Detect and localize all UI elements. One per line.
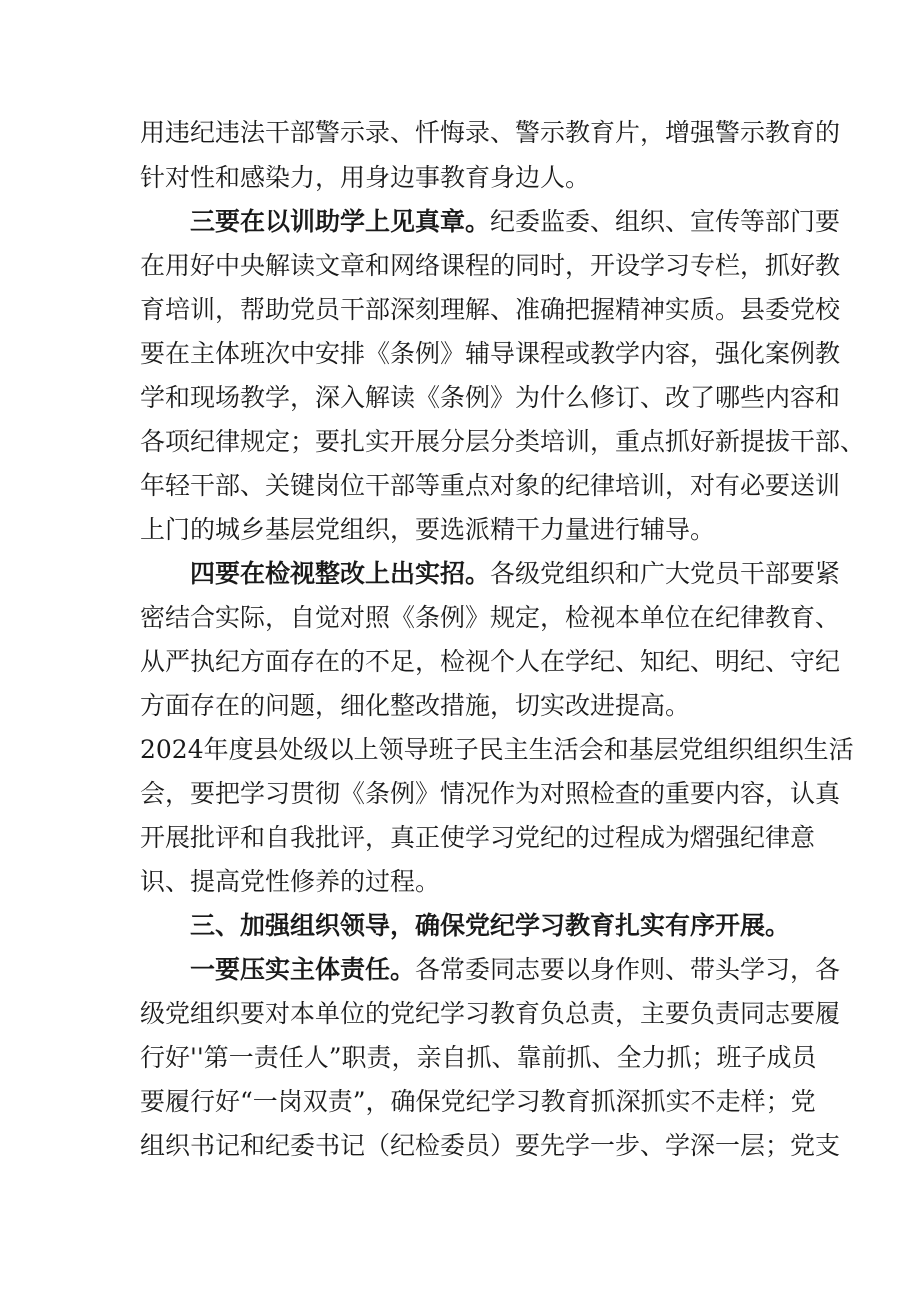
- text-line-17: [140, 823, 920, 853]
- section-heading: [190, 911, 920, 941]
- line-text: 从严执纪方面存在的不足，检视个人在学纪、知纪、明纪、守纪: [140, 647, 841, 676]
- line-text: 纪委监委、组织、宣传等部门要: [490, 207, 841, 236]
- line-text: 组织书记和纪委书记（纪检委员）要先学一步、学深一层；党支: [140, 1131, 841, 1160]
- line-text: 开展批评和自我批评，真正使学习党纪的过程成为熠强纪律意: [140, 823, 816, 852]
- text-line-21: [140, 999, 920, 1029]
- line-text: 2024年度县处级以上领导班子民主生活会和基层党组织组织生活: [140, 735, 854, 764]
- line-text: 年轻干部、关键岗位干部等重点对象的纪律培训，对有必要送训: [140, 471, 841, 500]
- text-line-9: [140, 471, 920, 501]
- line-text: 针对性和感染力，用身边事教育身边人。: [140, 163, 591, 192]
- text-line-4: [140, 251, 920, 281]
- text-line-6: [140, 339, 920, 369]
- text-line-5: [140, 295, 920, 325]
- text-line-7: [140, 383, 920, 413]
- line-text: 各项纪律规定；要扎实开展分层分类培训，重点抓好新提拔干部、: [140, 427, 866, 456]
- line-text: 育培训，帮助党员干部深刻理解、准确把握精神实质。县委党校: [140, 295, 841, 324]
- line-text: 方面存在的问题，细化整改措施，切实改进提高。: [140, 691, 691, 720]
- line-text: 会，要把学习贯彻《条例》情况作为对照检查的重要内容，认真: [140, 779, 841, 808]
- bold-lead: 三要在以训助学上见真章。: [190, 207, 491, 236]
- line-text: 行好''第一责任人”职责，亲自抓、靠前抓、全力抓；班子成员: [140, 1043, 817, 1072]
- text-line-10: [140, 515, 920, 545]
- line-text: 要在主体班次中安排《条例》辅导课程或教学内容，强化案例教: [140, 339, 841, 368]
- text-line-13: [140, 647, 920, 677]
- text-line-14: [140, 691, 920, 721]
- text-line-24: [140, 1131, 920, 1161]
- text-line-23: [140, 1087, 920, 1117]
- line-text: 上门的城乡基层党组织，要选派精干力量进行辅导。: [140, 515, 716, 544]
- text-line-16: [140, 779, 920, 809]
- text-line-8: [140, 427, 920, 457]
- text-line-22: [140, 1043, 920, 1073]
- line-text: 级党组织要对本单位的党纪学习教育负总责，主要负责同志要履: [140, 999, 841, 1028]
- line-text: 各常委同志要以身作则、带头学习，各: [415, 955, 841, 984]
- text-line-1: [140, 118, 920, 148]
- paragraph-4-start: [190, 559, 920, 589]
- paragraph-5-start: [190, 955, 920, 985]
- line-text: 要履行好“一岗双责”，确保党纪学习教育抓深抓实不走样；党: [140, 1087, 816, 1116]
- text-line-2: [140, 163, 920, 193]
- line-text: 用违纪违法干部警示录、忏悔录、警示教育片，增强警示教育的: [140, 118, 841, 147]
- text-line-12: [140, 603, 920, 633]
- line-text: 各级党组织和广大党员干部要紧: [490, 559, 841, 588]
- line-text: 密结合实际，自觉对照《条例》规定，检视本单位在纪律教育、: [140, 603, 841, 632]
- bold-lead: 四要在检视整改上出实招。: [190, 559, 491, 588]
- heading-text: 三、加强组织领导，确保党纪学习教育扎实有序开展。: [190, 911, 791, 940]
- line-text: 在用好中央解读文章和网络课程的同时，开设学习专栏，抓好教: [140, 251, 841, 280]
- line-text: 识、提高党性修养的过程。: [140, 867, 441, 896]
- text-line-15: [140, 735, 920, 765]
- line-text: 学和现场教学，深入解读《条例》为什么修订、改了哪些内容和: [140, 383, 841, 412]
- text-line-18: [140, 867, 920, 897]
- paragraph-3-start: [190, 207, 920, 237]
- bold-lead: 一要压实主体责任。: [190, 955, 416, 984]
